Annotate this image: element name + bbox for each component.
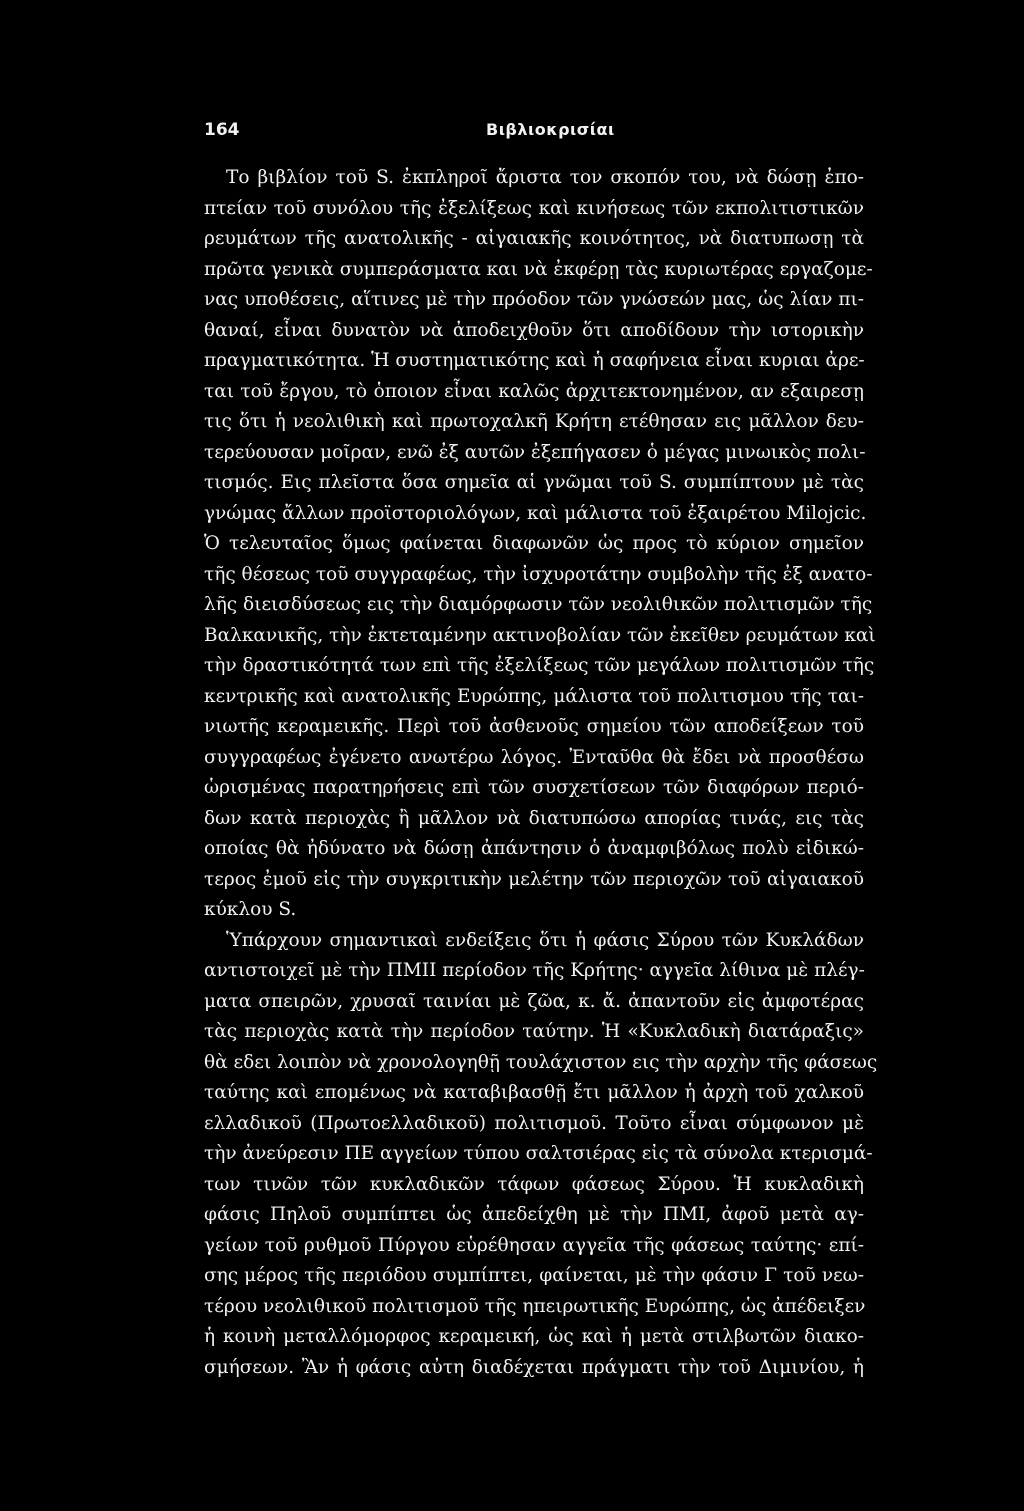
text-line: Το βιβλίον τοῦ S. ἐκπληροῖ ἄριστα τον σκοπόν του, νὰ δώσῃ ἐπο- — [226, 167, 864, 188]
text-line: πραγματικότητα. Ἡ συστηματικότης καὶ ἡ σαφήνεια εἶναι κυριαι ἀρε- — [204, 350, 865, 371]
text-line: Ὁ τελευταῖος ὅμως φαίνεται διαφωνῶν ὡς προς τὸ κύριον σημεῖον — [204, 533, 864, 554]
text-line: νιωτῆς κεραμεικῆς. Περὶ τοῦ ἀσθενοῦς σημείου τῶν αποδείξεων τοῦ — [204, 716, 864, 737]
text-line: τισμός. Εις πλεῖστα ὅσα σημεῖα αἱ γνῶμαι τοῦ S. συμπίπτουν μὲ τὰς — [204, 472, 864, 493]
text-line: νας υποθέσεις, αἵτινες μὲ τὴν πρόοδον τῶν γνώσεών μας, ὡς λίαν πι- — [204, 289, 864, 310]
text-line: των τινῶν τῶν κυκλαδικῶν τάφων φάσεως Σύρου. Ἡ κυκλαδικὴ — [204, 1173, 864, 1195]
text-line: φάσις Πηλοῦ συμπίπτει ὡς ἀπεδείχθη μὲ τὴν ΠΜΙ, ἀφοῦ μετὰ αγ- — [204, 1204, 864, 1225]
text-line: πρῶτα γενικὰ συμπεράσματα και νὰ ἐκφέρῃ τὰς κυριωτέρας εργαζομε- — [204, 258, 873, 280]
text-line: ρευμάτων τῆς ανατολικῆς - αἰγαιακῆς κοινότητος, νὰ διατυπωσῃ τὰ — [204, 228, 864, 249]
text-line: τέρου νεολιθικοῦ πολιτισμοῦ τῆς ηπειρωτικῆς Ευρώπης, ὡς ἀπέδειξεν — [204, 1295, 866, 1317]
text-line: τῆς θέσεως τοῦ συγγραφέως, τὴν ἰσχυροτάτην συμβολὴν τῆς ἐξ ανατο- — [204, 563, 873, 585]
text-line: γείων τοῦ ρυθμοῦ Πύργου εὑρέθησαν αγγεῖα τῆς φάσεως ταύτης· επί- — [204, 1234, 864, 1256]
running-title: Βιβλιοκρισίαι — [486, 120, 615, 139]
text-line: Ὑπάρχουν σημαντικαὶ ενδείξεις ὅτι ἡ φάσις Σύρου τῶν Κυκλάδων — [226, 929, 864, 951]
text-line: σμήσεων. Ἂν ἡ φάσις αὐτη διαδέχεται πράγματι τὴν τοῦ Διμινίου, ἡ — [204, 1356, 864, 1378]
text-line: δων κατὰ περιοχὰς ἢ μᾶλλον νὰ διατυπώσω απορίας τινάς, εις τὰς — [204, 807, 864, 829]
text-line: θαναί, εἶναι δυνατὸν νὰ ἀποδειχθοῦν ὅτι αποδίδουν τὴν ιστορικὴν — [204, 319, 864, 341]
text-line: τερεύουσαν μοῖραν, ενῶ ἐξ αυτῶν ἐξεπήγασεν ὁ μέγας μινωικὸς πολι- — [204, 441, 866, 463]
text-line: ταύτης καὶ επομένως νὰ καταβιβασθῇ ἔτι μᾶλλον ἡ ἀρχὴ τοῦ χαλκοῦ — [204, 1082, 864, 1103]
text-line: θὰ εδει λοιπὸν νὰ χρονολογηθῇ τουλάχιστον εις τὴν αρχὴν τῆς φάσεως — [204, 1051, 878, 1073]
text-line: Βαλκανικῆς, τὴν ἐκτεταμένην ακτινοβολίαν τῶν ἐκεῖθεν ρευμάτων καὶ — [204, 624, 876, 646]
page-number: 164 — [204, 120, 240, 140]
text-line: πτείαν τοῦ συνόλου τῆς ἐξελίξεως καὶ κινήσεως τῶν εκπολιτιστικῶν — [204, 197, 864, 219]
text-line: τὰς περιοχὰς κατὰ τὴν περίοδον ταύτην. Ἡ «Κυκλαδικὴ διατάραξις» — [204, 1021, 864, 1042]
text-line: ὡρισμένας παρατηρήσεις επὶ τῶν συσχετίσεων τῶν διαφόρων περιό- — [204, 777, 864, 798]
text-line: τις ὅτι ἡ νεολιθικὴ καὶ πρωτοχαλκῆ Κρήτη ετέθησαν εις μᾶλλον δευ- — [204, 411, 864, 432]
text-line: κύκλου S. — [204, 899, 297, 920]
text-line: αντιστοιχεῖ μὲ τὴν ΠΜΙΙ περίοδον τῆς Κρήτης· αγγεῖα λίθινα μὲ πλέγ- — [204, 960, 865, 981]
text-line: ματα σπειρῶν, χρυσαῖ ταινίαι μὲ ζῶα, κ. ἄ. ἀπαντοῦν εἰς ἀμφοτέρας — [204, 990, 864, 1012]
text-line: ἡ κοινὴ μεταλλόμορφος κεραμεική, ὡς καὶ ἡ μετὰ στιλβωτῶν διακο- — [204, 1326, 864, 1347]
text-line: οποίας θὰ ἠδύνατο νὰ δώσῃ ἀπάντησιν ὁ ἀναμφιβόλως πολὺ εἰδικώ- — [204, 838, 864, 859]
page-header — [204, 118, 824, 142]
text-line: κεντρικῆς καὶ ανατολικῆς Ευρώπης, μάλιστα τοῦ πολιτισμου τῆς ται- — [204, 685, 864, 707]
text-line: σης μέρος τῆς περιόδου συμπίπτει, φαίνεται, μὲ τὴν φάσιν Γ τοῦ νεω- — [204, 1265, 864, 1286]
text-line: τὴν δραστικότητά των επὶ τῆς ἐξελίξεως τῶν μεγάλων πολιτισμῶν τῆς — [204, 655, 875, 676]
text-line: γνώμας ἄλλων προϊστοριολόγων, καὶ μάλιστα τοῦ ἐξαιρέτου Milojcic. — [204, 502, 867, 524]
text-line: τερος ἐμοῦ εἰς τὴν συγκριτικὴν μελέτην τῶν περιοχῶν τοῦ αἰγαιακοῦ — [204, 868, 864, 890]
text-line: συγγραφέως ἐγένετο ανωτέρω λόγος. Ἐνταῦθα θὰ ἔδει νὰ προσθέσω — [204, 746, 864, 768]
body-text — [204, 163, 878, 1383]
text-line: ται τοῦ ἔργου, τὸ ὁποιον εἶναι καλῶς ἀρχιτεκτονημένον, αν εξαιρεσῃ — [204, 380, 864, 402]
text-line: λῆς διεισδύσεως εις τὴν διαμόρφωσιν τῶν νεολιθικῶν πολιτισμῶν τῆς — [204, 594, 873, 615]
text-line: ελλαδικοῦ (Πρωτοελλαδικοῦ) πολιτισμοῦ. Τοῦτο εἶναι σύμφωνον μὲ — [204, 1112, 864, 1134]
text-line: τὴν ἀνεύρεσιν ΠΕ αγγείων τύπου σαλτσιέρας εἰς τὰ σύνολα κτερισμά- — [204, 1143, 873, 1164]
